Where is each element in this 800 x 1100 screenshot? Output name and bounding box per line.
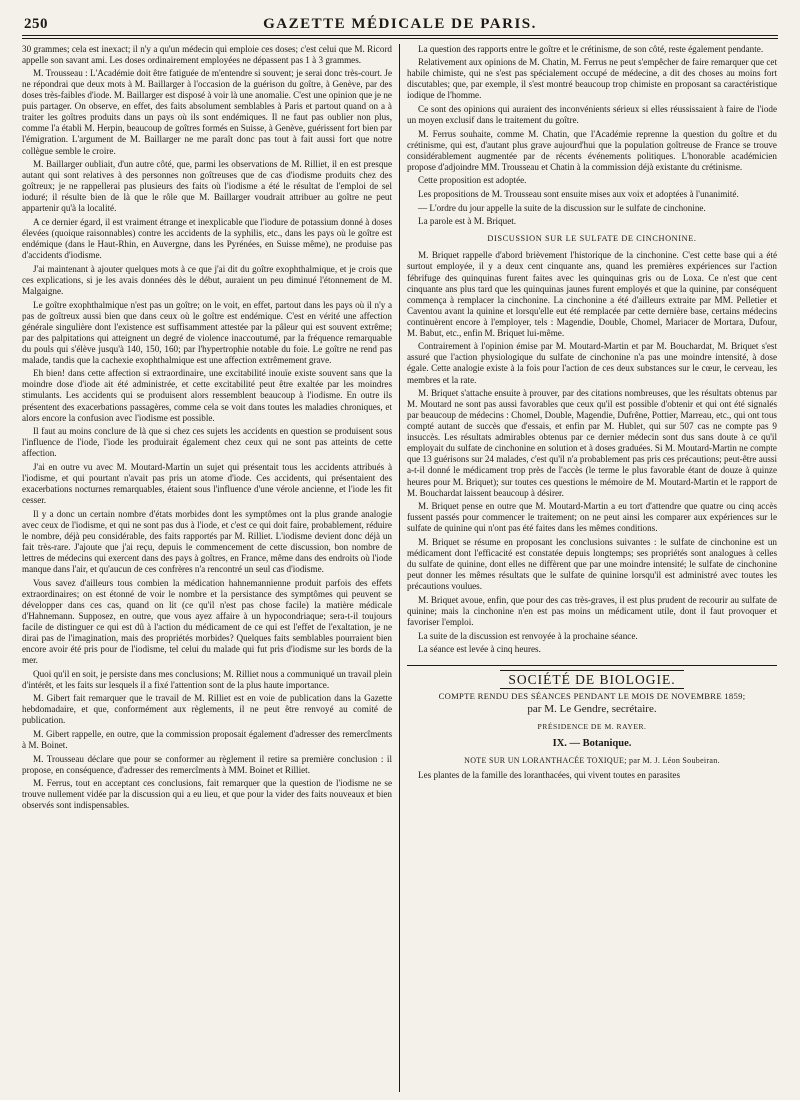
society-subtitle: COMPTE RENDU DES SÉANCES PENDANT LE MOIS DE NOVEMBRE 1859;	[438, 691, 746, 702]
society-section	[407, 738, 777, 749]
paragraph: M. Briquet rappelle d'abord brièvement l'historique de la cinchonine. C'est cette base qui a été surtout employée, il y a deux cent cinquante ans, quand les premières expériences sur l'action fébrifuge des quinquinas furent faites avec les quinquinas gris ou de Loxa. Ce n'est que cent cinquante ans plus tard que les quinquinas jaunes furent employés et que la quinine, par conséquent commença à remplacer la cinchonine. La cinchonine a été d'ailleurs extraite par MM. Pelletier et Caventou avant la quinine et lorsqu'elle eut été remplacée par cette dernière base, certains médecins continuèrent encore à l'employer, tels : Magendie, Double, Chomel, Mariacer de Mortara, Dufour, M. Babut, etc., enfin M. Briquet lui-même.	[407, 250, 777, 338]
section-rule	[407, 665, 777, 666]
page-number: 250	[24, 16, 48, 32]
paragraph: Vous savez d'ailleurs tous combien la médication hahnemannienne produit parfois des effets extraordinaires; on est étonné de voir le nombre et la persistance des symptômes qui peuvent se développer dans ces cas, quand on lit (ce qu'il n'est pas chose facile) la matière médicale d'Hahnemann. Supposez, en outre, que vous ayez affaire à un hypocondriaque; sera-t-il toujours facile de distinguer ce qui est dû à l'action du médicament de ce qui est l'effet de l'exaltation, je ne dirai pas de l'imagination, mais des propriétés morbides? Quelques faits semblables pourraient bien encore avoir été pris pour de l'iodisme, tel celui du malade qui fut pris d'iodisme sur les bords de la mer.	[22, 577, 392, 665]
paragraph: M. Briquet se résume en proposant les conclusions suivantes : le sulfate de cinchonine est un médicament dont l'efficacité est constatée depuis longtemps; ses propriétés sont analogues à celles du sulfate de quinine, dont elles ne diffèrent que par une moindre intensité; le sulfate de cinchonine peut donner les mêmes résultats que le sulfate de quinine lorsqu'il est administré avec toutes les précautions voulues.	[407, 536, 777, 592]
paragraph: 30 grammes; cela est inexact; il n'y a qu'un médecin qui emploie ces doses; c'est celui que M. Ricord appelle son savant ami. Les doses ordinairement employées ne dépassent pas 1 à 3 grammes.	[22, 43, 392, 65]
paragraph: M. Briquet avoue, enfin, que pour des cas très-graves, il est plus prudent de recourir au sulfate de quinine; mais la cinchonine n'en est pas moins un médicament utile, dont il faut provoquer et favoriser l'emploi.	[407, 594, 777, 627]
two-column-body	[22, 44, 778, 1092]
society-title	[407, 672, 777, 688]
paragraph: M. Briquet s'attache ensuite à prouver, par des citations nombreuses, que les résultats obtenus par M. Moutard ne sont pas aussi favorables que ceux qu'il est possible d'obtenir et qui ont été signalés par beaucoup de médecins : Chomel, Double, Magendie, Dufrêne, Pottier, Marreau, etc., qui ont tous compté autant de succès que d'essais, et enfin par M. Hublet, qui sur 507 cas ne compte pas 9 insuccès. Les résultats admirables obtenus par ce dernier médecin sont dus sans doute à ce qu'il employait du sulfate de cinchonine en solution et à doses graduées. Si M. Moutard-Martin ne compte que 13 guérisons sur 24 malades, c'est qu'il n'a probablement pas pris ces précautions; peut-être aussi a-t-il donné le médicament trop près de l'accès (le terme le plus favorable étant de douze à quinze heures pour M. Briquet); sur toutes ces questions le mémoire de M. Moutard-Martin et le rapport de M. Bouchardat laissent beaucoup à désirer.	[407, 388, 777, 498]
paragraph: M. Gibert fait remarquer que le travail de M. Rilliet est en voie de publication dans la Gazette hebdomadaire, et que, conformément aux règlements, il ne peut être renvoyé au comité de publication.	[22, 693, 392, 726]
journal-title: GAZETTE MÉDICALE DE PARIS.	[263, 16, 537, 32]
paragraph: Quoi qu'il en soit, je persiste dans mes conclusions; M. Rilliet nous a communiqué un travail plein d'intérêt, et les faits sur lesquels il a fixé l'attention sont de la plus haute importance.	[22, 668, 392, 690]
paragraph: M. Baillarger oubliait, d'un autre côté, que, parmi les observations de M. Rilliet, il en est presque autant qui sont relatives à des personnes non goîtreuses que de cas d'iodisme produits chez des goîtreux; je ne rappellerai pas plusieurs des faits où l'iodisme a été le résultat de l'emploi de sel ioduré; il résulte bien de là que le rôle que M. Baillarger voudrait attribuer au goître ne peut appartenir qu'à la localité.	[22, 159, 392, 214]
society-byline: par M. Le Gendre, secrétaire.	[527, 703, 657, 716]
paragraph: M. Ferrus, tout en acceptant ces conclusions, fait remarquer que la question de l'iodisme ne se trouve nullement vidée par la discussion qui a eu lieu, et que pour la vider des faits nouveaux et bien observés sont indispensables.	[22, 778, 392, 811]
paragraph: Relativement aux opinions de M. Chatin, M. Ferrus ne peut s'empêcher de faire remarquer que cet habile chimiste, qui ne s'est pas spécialement occupé de médecine, a dit des choses au moins fort discutables; que, par exemple, il s'est montré beaucoup trop chimiste en proposant sa caractéristique iodique de l'homme.	[407, 57, 777, 101]
discussion-heading: DISCUSSION SUR LE SULFATE DE CINCHONINE.	[487, 234, 697, 244]
paragraph: Les plantes de la famille des loranthacées, qui vivent toutes en parasites	[418, 770, 681, 781]
paragraph: M. Trousseau : L'Académie doit être fatiguée de m'entendre si souvent; je serai donc très-court. Je ne répondrai que deux mots à M. Baillarger à l'occasion de la guérison du goître, à Genève, par des doses très-faibles d'iode. M. Baillarger est disposé à voir là une anomalie. C'est une opinion que je ne puis partager. On observe, en effet, des faits absolument semblables à Paris et partout quand on a à traiter les goîtres produits dans un pays où ils sont endémiques. Il ne faut pas oublier non plus, comme l'a établi M. Herpin, beaucoup de goîtres formés en Suisse, à Genève, guérissent fort bien par l'émigration. L'argument de M. Baillarger ne me paraît donc pas tout à fait aussi fort que notre collègue semble le croire.	[22, 68, 392, 156]
paragraph: M. Briquet pense en outre que M. Moutard-Martin a eu tort d'attendre que quatre ou cinq accès fussent passés pour commencer le traitement; on ne peut ainsi les comparer aux expériences sur le sulfate de quinine qui n'ont pas été faites dans les mêmes conditions.	[407, 501, 777, 534]
society-title-text: SOCIÉTÉ DE BIOLOGIE.	[500, 670, 683, 689]
paragraph: La question des rapports entre le goître et le crétinisme, de son côté, reste également pendante.	[418, 43, 764, 54]
society-section-text: IX. — Botanique.	[552, 738, 632, 750]
paragraph: Il y a donc un certain nombre d'états morbides dont les symptômes ont la plus grande analogie avec ceux de l'iodisme, et qui ne sont pas dus à l'iode, et c'est ce qui doit faire, probablement, réduire le nombre, déjà peu considérable, des faits rapportés par M. Rilliet. L'iodisme devient donc déjà un fait très-rare. J'ajoute que j'ai reçu, depuis le commencement de cette discussion, bon nombre de lettres de médecins qui exercent dans des pays à goîtres, en France, même dans des endroits où l'iode manque dans l'air, et qu'aucun de ces confrères n'a rencontré un seul cas d'iodisme.	[22, 508, 392, 574]
paragraph: La séance est levée à cinq heures.	[418, 644, 541, 655]
paragraph: Ce sont des opinions qui auraient des inconvénients sérieux si elles réussissaient à faire de l'iode un moyen exclusif dans le traitement du goître.	[407, 103, 777, 125]
paragraph: M. Ferrus souhaite, comme M. Chatin, que l'Académie reprenne la question du goître et du crétinisme, qui est, d'autant plus grave aujourd'hui que la population goîtreuse de France se trouve considérablement augmentée par de récents événements politiques. L'honorable académicien propose d'adjoindre MM. Trousseau et Chatin à la commission déjà existante du crétinisme.	[407, 128, 777, 172]
right-column	[400, 44, 777, 1092]
paragraph: Eh bien! dans cette affection si extraordinaire, une excitabilité inouïe existe souvent sans que la moindre dose d'iode ait été administrée, et cette excitabilité peut être exaltée par les moindres stimulants. Les accidents qui se produisent alors ressemblent beaucoup à l'iodisme. En outre ils présentent des exacerbations passagères, comme cela se voit dans toutes les maladies chroniques, et alors encore la confusion avec l'iodisme est possible.	[22, 368, 392, 423]
paragraph: Contrairement à l'opinion émise par M. Moutard-Martin et par M. Bouchardat, M. Briquet s'est assuré que l'action physiologique du sulfate de cinchonine n'a pas une moindre intensité, à dose égale. Cette analogie existe à la fois pour l'action de ces deux substances sur le cœur, le cerveau, les membres et la rate.	[407, 341, 777, 385]
paragraph: Les propositions de M. Trousseau sont ensuite mises aux voix et adoptées à l'unanimité.	[418, 189, 739, 200]
page-header	[22, 16, 778, 35]
paragraph: M. Gibert rappelle, en outre, que la commission proposait également d'adresser des remercîments à M. Boinet.	[22, 728, 392, 751]
paragraph: Il faut au moins conclure de là que si chez ces sujets les accidents en question se produisent sous l'influence de l'iode, l'iode les produirait également chez ceux qui ne sont pas atteints de cette affection.	[22, 426, 392, 459]
society-note-title: NOTE SUR UN LORANTHACÉE TOXIQUE; par M. J. Léon Soubeiran.	[464, 756, 720, 766]
left-column	[22, 44, 399, 1092]
society-presidence: PRÉSIDENCE DE M. RAYER.	[537, 722, 647, 732]
paragraph: J'ai maintenant à ajouter quelques mots à ce que j'ai dit du goître exophthalmique, et je crois que ces explications, si je les avais données dès le début, auraient un peu diminué l'étonnement de M. Malgaigne.	[22, 263, 392, 296]
paragraph: La parole est à M. Briquet.	[418, 216, 517, 227]
paragraph: Le goître exophthalmique n'est pas un goître; on le voit, en effet, partout dans les pays où il n'y a pas de goîtreux aussi bien que dans ceux où le goître est endémique. C'est en vérité une affection générale singulière dont l'existence est suffisamment attestée par la pâleur qui est souvent extrême; par des palpitations qui atteignent un degré de violence inaccoutumé, par la fréquence remarquable du pouls qui s'élève jusqu'à 140, 150, 160; par l'hypertrophie notable du foie. Le goître ne rend pas malade, tandis que la cachexie exophthalmique est une affection extrêmement grave.	[22, 299, 392, 365]
paragraph: J'ai en outre vu avec M. Moutard-Martin un sujet qui présentait tous les accidents attribués à l'iodisme, et qui pourtant n'avait pas pris un atome d'iode. Ces accidents, qui présentaient des exacerbations nocturnes remarquables, étaient sous l'influence d'une vérole ancienne, et l'iode les fit cesser.	[22, 461, 392, 506]
paragraph: — L'ordre du jour appelle la suite de la discussion sur le sulfate de cinchonine.	[418, 202, 706, 213]
paragraph: M. Trousseau déclare que pour se conformer au règlement il retire sa première conclusion : il propose, en conséquence, d'adresser des remercîments à MM. Boinet et Rilliet.	[22, 753, 392, 775]
paragraph: A ce dernier égard, il est vraiment étrange et inexplicable que l'iodure de potassium donné à doses élevées (quoique raisonnables) contre les accidents de la syphilis, etc., dans les pays où le goître est endémique (dans le Haut-Rhin, en Auvergne, dans les Pyrénées, en Suisse même), ne produise pas d'accidents d'iodisme.	[22, 216, 392, 261]
paragraph: Cette proposition est adoptée.	[418, 175, 527, 186]
header-rule	[22, 35, 778, 39]
paragraph: La suite de la discussion est renvoyée à la prochaine séance.	[418, 630, 638, 641]
